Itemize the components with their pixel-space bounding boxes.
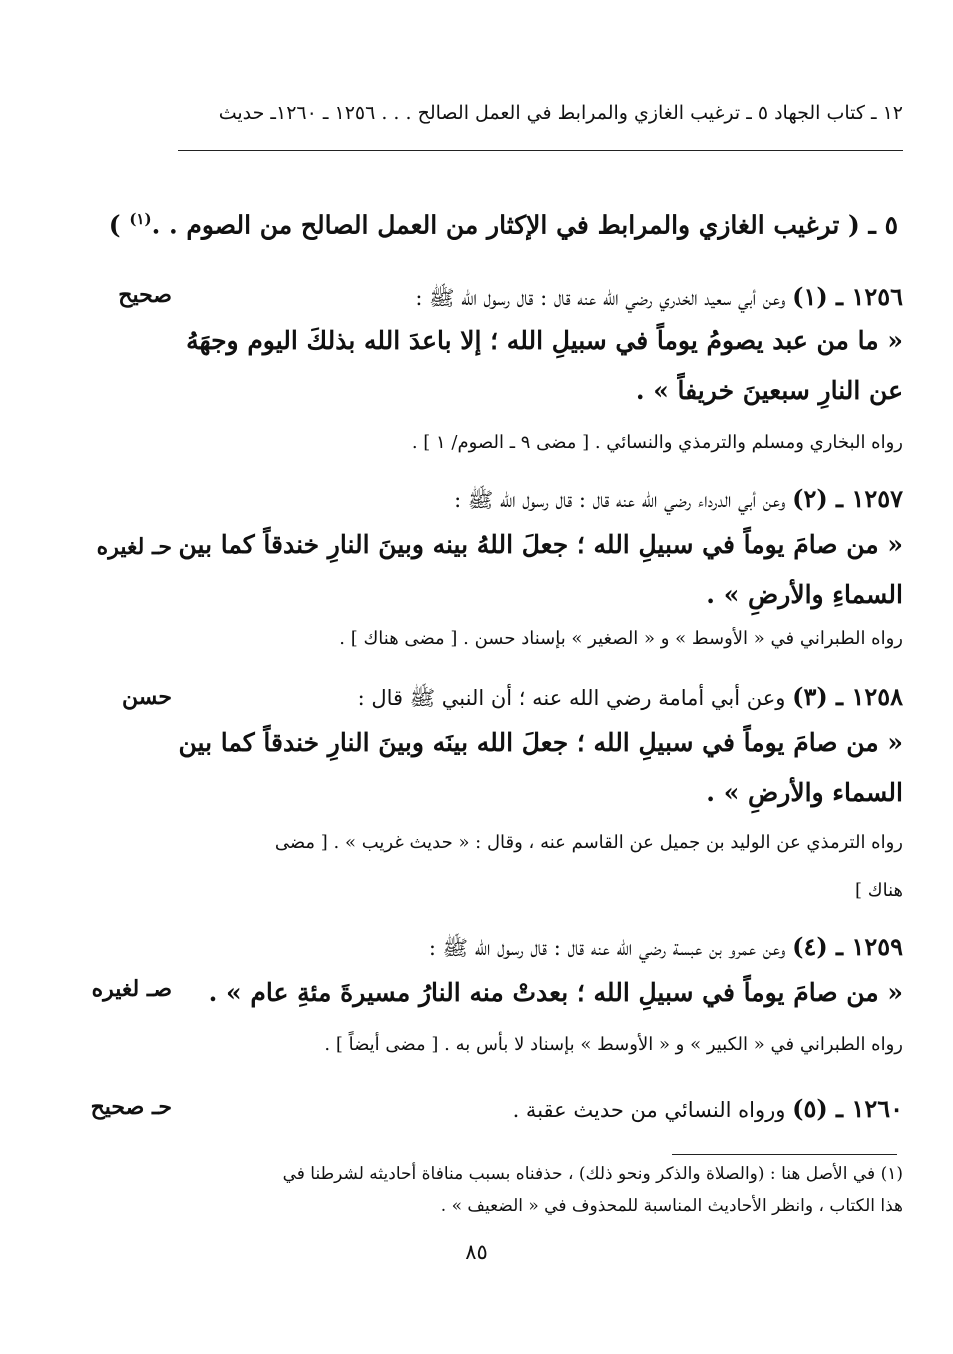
- hadith-number: ١٢٥٧ ـ (٢): [792, 484, 903, 513]
- footnote-line-1: (١) في الأصل هنا : (والصلاة والذكر ونحو ذلك) ، حذفناه بسبب منافاة أحاديثه لشرطنا في: [282, 1164, 903, 1184]
- hadith-narration: وعن أبي سعيد الخدري رضي الله عنه قال : قال رسول الله ﷺ :: [415, 286, 793, 310]
- hadith-narration: وعن أبي الدرداء رضي الله عنه قال : قال رسول الله ﷺ :: [454, 488, 793, 512]
- section-title-text: ٥ ـ ( ترغيب الغازي والمرابط في الإكثار من العمل الصالح من الصوم . .: [151, 210, 898, 240]
- section-title-end: ): [108, 210, 130, 240]
- hadith-number: ١٢٥٩ ـ (٤): [792, 932, 903, 961]
- hadith-1259-source: رواه الطبراني في « الكبير » و « الأوسط » بإسناد لا بأس به . [ مضى أيضاً ] .: [324, 1034, 903, 1055]
- footnote-line-2: هذا الكتاب ، وانظر الأحاديث المناسبة للمحذوف في « الضعيف » .: [440, 1196, 903, 1216]
- hadith-1258-matn-line-1: « من صامَ يوماً في سبيلِ الله ؛ جعلَ الله بينَه وبينَ النارِ خندقاً كما بين: [178, 728, 903, 757]
- section-title: [109, 210, 898, 239]
- hadith-1258-intro: [358, 682, 903, 716]
- hadith-1256-intro: [415, 282, 903, 316]
- header-divider: [178, 150, 903, 151]
- hadith-number: ١٢٥٨ ـ (٣): [792, 682, 903, 711]
- hadith-1257-matn-line-2: السماءِ والأرضِ » .: [706, 580, 903, 609]
- grade-label: صحيح: [118, 282, 172, 308]
- grade-label: حـ صحيح: [90, 1094, 172, 1120]
- hadith-1256-source: رواه البخاري ومسلم والترمذي والنسائي . [ مضى ٩ ـ الصوم/ ١ ] .: [411, 432, 903, 453]
- footnote-divider: [672, 1154, 897, 1155]
- hadith-narration: وعن أبي أمامة رضي الله عنه ؛ أن النبي ﷺ قال :: [357, 686, 793, 710]
- hadith-1257-matn-line-1: « من صامَ يوماً في سبيلِ الله ؛ جعلَ اللهُ بينه وبينَ النارِ خندقاً كما بين: [178, 530, 903, 559]
- running-header: ١٢ ـ كتاب الجهاد ٥ ـ ترغيب الغازي والمرابط في العمل الصالح . . . ١٢٥٦ ـ ١٢٦٠ـ حديث: [218, 102, 903, 124]
- hadith-1256-matn-line-1: « ما من عبد يصومُ يوماً في سبيلِ الله ؛ إلا باعدَ الله بذلكَ اليوم وجهَهُ: [186, 326, 903, 355]
- hadith-1259-intro: [429, 932, 903, 966]
- grade-label: حـ لغيره: [96, 534, 172, 560]
- hadith-1258-source-line-2: هناك ]: [855, 880, 903, 901]
- page-number: ٨٥: [465, 1240, 488, 1264]
- hadith-1258-source-line-1: رواه الترمذي عن الوليد بن جميل عن القاسم عنه ، وقال : « حديث غريب » . [ مضى: [274, 832, 903, 853]
- hadith-narration: وعن عمرو بن عبسة رضي الله عنه قال : قال رسول الله ﷺ :: [428, 936, 793, 960]
- hadith-1258-matn-line-2: السماء والأرضِ » .: [706, 778, 903, 807]
- hadith-1259-matn-line-1: « من صامَ يوماً في سبيلِ الله ؛ بعدتْ منه النارُ مسيرةَ مئةِ عام » .: [208, 978, 903, 1007]
- hadith-1260-intro: [513, 1094, 903, 1123]
- hadith-1256-matn-line-2: عن النارِ سبعينَ خريفاً » .: [635, 376, 903, 405]
- hadith-narration: ورواه النسائي من حديث عقبة .: [512, 1098, 793, 1122]
- hadith-1257-source: رواه الطبراني في « الأوسط » و « الصغير » بإسناد حسن . [ مضى هناك ] .: [339, 628, 903, 649]
- hadith-1257-intro: [454, 484, 903, 518]
- footnote-marker: (١): [129, 210, 152, 228]
- hadith-number: ١٢٦٠ ـ (٥): [792, 1094, 903, 1123]
- hadith-number: ١٢٥٦ ـ (١): [792, 282, 903, 311]
- grade-label: حسن: [122, 684, 172, 710]
- grade-label: صـ لغيره: [91, 976, 172, 1002]
